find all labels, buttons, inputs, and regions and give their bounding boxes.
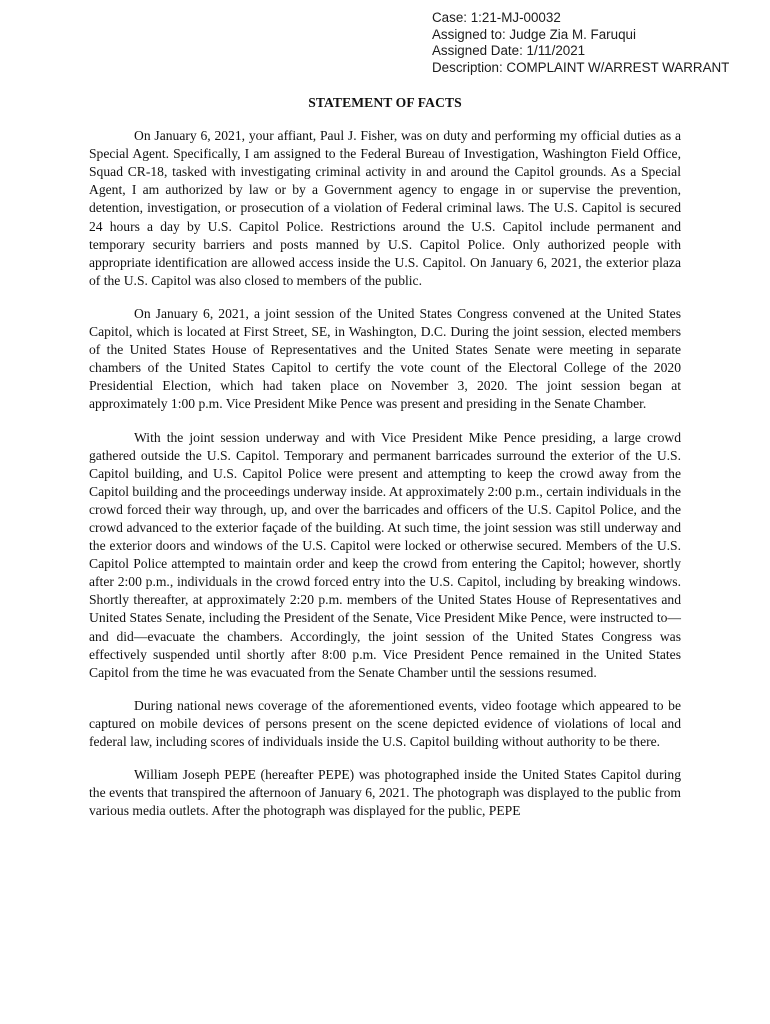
document-title: STATEMENT OF FACTS (308, 95, 462, 110)
paragraph-joint-session: On January 6, 2021, a joint session of the United States Congress convened at the United States Capitol, which is located at First Street, SE, in Washington, D.C. During the joint session, elected members of the United States House of Representatives and the United States Senate were meeting in separate chambers of the United States Capitol to certify the vote count of the Electoral College of the 2020 Presidential Election, which had taken place on November 3, 2020. The joint session began at approximately 1:00 p.m. Vice President Mike Pence was present and presiding in the Senate Chamber. (89, 305, 681, 412)
document-body (89, 94, 681, 820)
paragraph-affiant: On January 6, 2021, your affiant, Paul J. Fisher, was on duty and performing my official duties as a Special Agent. Specifically, I am assigned to the Federal Bureau of Investigation, Washington Field Office, Squad CR-18, tasked with investigating criminal activity in and around the Capitol grounds. As a Special Agent, I am authorized by law or by a Government agency to engage in or supervise the prevention, detention, investigation, or prosecution of a violation of Federal criminal laws. The U.S. Capitol is secured 24 hours a day by U.S. Capitol Police. Restrictions around the U.S. Capitol include permanent and temporary security barriers and posts manned by U.S. Capitol Police. Only authorized people with appropriate identification are allowed access inside the U.S. Capitol. On January 6, 2021, the exterior plaza of the U.S. Capitol was also closed to members of the public. (89, 128, 681, 288)
paragraph-pepe: William Joseph PEPE (hereafter PEPE) was photographed inside the United States Capitol during the events that transpired the afternoon of January 6, 2021. The photograph was displayed to the public from various media outlets. After the photograph was displayed for the public, PEPE (89, 767, 681, 819)
paragraph-news-coverage: During national news coverage of the aforementioned events, video footage which appeared to be captured on mobile devices of persons present on the scene depicted evidence of violations of local and federal law, including scores of individuals inside the U.S. Capitol building without authority to be there. (89, 697, 681, 749)
paragraph-crowd: With the joint session underway and with Vice President Mike Pence presiding, a large crowd gathered outside the U.S. Capitol. Temporary and permanent barricades surround the exterior of the U.S. Capitol building, and U.S. Capitol Police were present and attempting to keep the crowd away from the Capitol building and the proceedings underway inside. At approximately 2:00 p.m., certain individuals in the crowd forced their way through, up, and over the barricades and officers of the U.S. Capitol Police, and the crowd advanced to the exterior façade of the building. At such time, the joint session was still underway and the exterior doors and windows of the U.S. Capitol were locked or otherwise secured. Members of the U.S. Capitol Police attempted to maintain order and keep the crowd from entering the Capitol; however, shortly after 2:00 p.m., individuals in the crowd forced entry into the U.S. Capitol, including by breaking windows. Shortly thereafter, at approximately 2:20 p.m. members of the United States House of Representatives and United States Senate, including the President of the Senate, Vice President Mike Pence, were instructed to—and did—evacuate the chambers. Accordingly, the joint session of the United States Congress was effectively suspended until shortly after 8:00 p.m. Vice President Pence remained in the United States Capitol from the time he was evacuated from the Senate Chamber until the sessions resumed. (89, 429, 681, 680)
assigned-judge: Assigned to: Judge Zia M. Faruqui (432, 26, 636, 42)
case-number: Case: 1:21-MJ-00032 (432, 10, 561, 25)
assigned-date: Assigned Date: 1/11/2021 (432, 43, 586, 59)
case-description: Description: COMPLAINT W/ARREST WARRANT (432, 59, 730, 75)
case-stamp (432, 10, 766, 76)
